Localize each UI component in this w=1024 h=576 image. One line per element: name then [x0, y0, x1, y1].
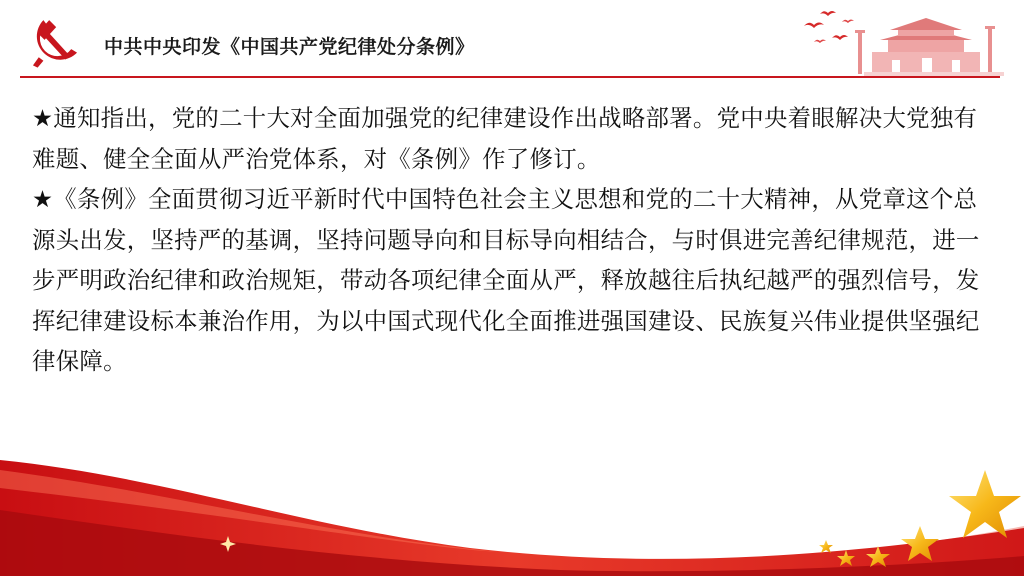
paragraph-notice: ★通知指出，党的二十大对全面加强党的纪律建设作出战略部署。党中央着眼解决大党独有难题、健全全面从严治党体系，对《条例》作了修订。 — [32, 104, 978, 173]
header-divider — [20, 76, 1000, 78]
tiananmen-icon — [800, 8, 1010, 78]
page-title: 中共中央印发《中国共产党纪律处分条例》 — [104, 36, 475, 58]
header — [0, 0, 1024, 80]
body-text — [32, 98, 998, 382]
red-ribbon-stars-icon — [0, 440, 1024, 576]
hammer-sickle-icon — [26, 12, 84, 70]
paragraph-regulations: ★《条例》全面贯彻习近平新时代中国特色社会主义思想和党的二十大精神，从党章这个总源头出发，坚持严的基调，坚持问题导向和目标导向相结合，与时俱进完善纪律规范，进一步严明政治纪律和政治规矩，带动各项纪律全面从严，释放越往后执纪越严的强烈信号，发挥纪律建设标本兼治作用，为以中国式现代化全面推进强国建设、民族复兴伟业提供坚强纪律保障。 — [32, 185, 980, 375]
